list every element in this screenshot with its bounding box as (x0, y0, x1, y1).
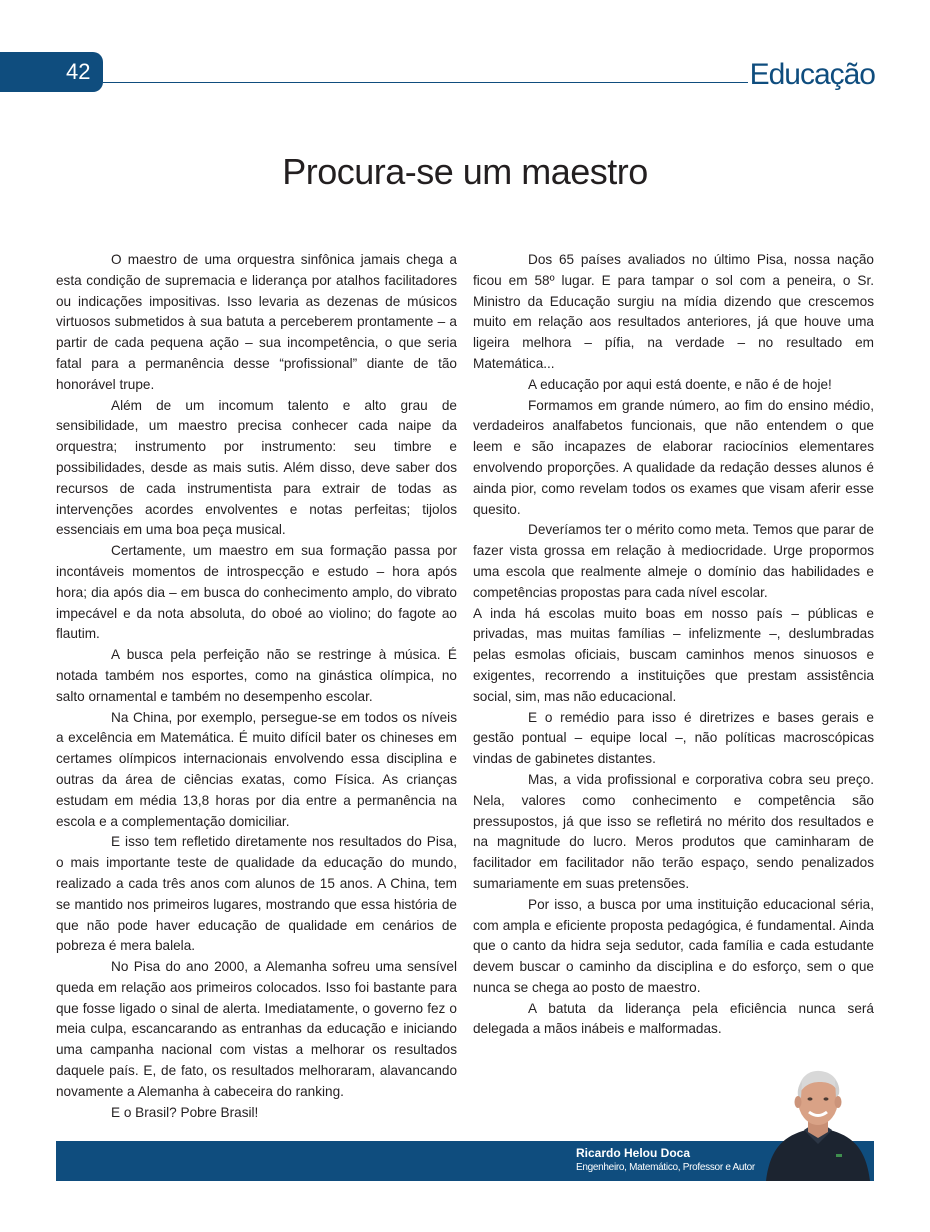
page-number: 42 (66, 59, 91, 84)
paragraph: Por isso, a busca por uma instituição educacional séria, com ampla e eficiente proposta pedagógica, é fundamental. Ainda que o canto da hidra seja sedutor, cada família e cada estudante devem buscar o caminho da disciplina e do esforço, sem o que nunca se chega ao posto de maestro. (473, 896, 874, 995)
paragraph: Deveríamos ter o mérito como meta. Temos que parar de fazer vista grossa em relação à mediocridade. Urge propormos uma escola que realmente almeje o domínio das habilidades e competências propostas para cada nível escolar. (473, 522, 874, 600)
header-rule (103, 82, 748, 83)
paragraph: Mas, a vida profissional e corporativa cobra seu preço. Nela, valores como conhecimento e competência são pressupostos, já que isso se refletirá no mérito dos resultados e na magnitude do lucro. Meros produtos que caminharam de facilitador em facilitador não terão espaço, sendo penalizados sumariamente em suas pretensões. (473, 771, 874, 891)
paragraph: A inda há escolas muito boas em nosso país – públicas e privadas, mas muitas famílias – infelizmente –, deslumbradas pelas esmolas oficiais, buscam caminhos menos sinuosos e exigentes, recorrendo a instituições que prestam assistência social, sim, mas não educacional. (473, 605, 874, 704)
paragraph: E o Brasil? Pobre Brasil! (111, 1104, 259, 1120)
paragraph: Dos 65 países avaliados no último Pisa, nossa nação ficou em 58º lugar. E para tampar o sol com a peneira, o Sr. Ministro da Educação surgiu na mídia dizendo que crescemos muito em relação aos resultados anteriores, já que houve uma ligeira melhora – pífia, na verdade – no resultado em Matemática... (473, 252, 874, 371)
paragraph: O maestro de uma orquestra sinfônica jamais chega a esta condição de supremacia e liderança por atalhos facilitadores ou indicações impositivas. Isso levaria as dezenas de músicos virtuosos submetidos à sua batuta a perceberem prontamente – a partir de cada pequena ação – sua incompetência, o que seria fatal para a permanência desse “profissional” diante de tão honorável trupe. (56, 252, 457, 392)
left-column (56, 250, 457, 1123)
paragraph: A busca pela perfeição não se restringe à música. É notada também nos esportes, como na ginástica olímpica, no salto ornamental e também no desempenho escolar. (56, 647, 457, 704)
paragraph: Certamente, um maestro em sua formação passa por incontáveis momentos de introspecção e estudo – hora após hora; dia após dia – em busca do conhecimento amplo, do vibrato impecável e da nota absoluta, do oboé ao violino; do fagote ao flautim. (56, 543, 457, 642)
paragraph: No Pisa do ano 2000, a Alemanha sofreu uma sensível queda em relação aos primeiros colocados. Isso foi bastante para que fosse ligado o sinal de alerta. Imediatamente, o governo fez o meia culpa, escancarando as entranhas da educação e iniciando uma campanha nacional com vistas a melhorar os resultados daquele país. E, de fato, os resultados melhoraram, alavancando novamente a Alemanha à cabeceira do ranking. (56, 959, 457, 1099)
section-title: Educação (749, 58, 875, 91)
paragraph: Na China, por exemplo, persegue-se em todos os níveis a excelência em Matemática. É muito difícil bater os chineses em certames olímpicos internacionais envolvendo essa disciplina e outras da área de ciências exatas, como Física. As crianças estudam em média 13,8 horas por dia entre a permanência na escola e a complementação domiciliar. (56, 709, 457, 829)
paragraph: A batuta da liderança pela eficiência nunca será delegada a mãos inábeis e malformadas. (473, 1000, 874, 1037)
paragraph: E isso tem refletido diretamente nos resultados do Pisa, o mais importante teste de qualidade da educação do mundo, realizado a cada três anos com alunos de 15 anos. A China, tem se mantido nos primeiros lugares, mostrando que essa história de que não pode haver educação de qualidade em cenários de pobreza é mera balela. (56, 834, 457, 954)
paragraph: Além de um incomum talento e alto grau de sensibilidade, um maestro precisa conhecer cada naipe da orquestra; instrumento por instrumento: seu timbre e possibilidades, desde as mais sutis. Além disso, deve saber dos recursos de cada instrumentista para extrair de todas as intervenções acordes envolventes e notas perfeitas; tijolos essenciais em uma boa peça musical. (56, 397, 457, 538)
author-portrait (762, 1062, 874, 1181)
paragraph: Formamos em grande número, ao fim do ensino médio, verdadeiros analfabetos funcionais, que não entendem o que leem e são incapazes de elaborar raciocínios elementares envolvendo proporções. A qualidade da redação desses alunos é ainda pior, como revelam todos os exames que visam aferir esse quesito. (473, 397, 874, 517)
paragraph: E o remédio para isso é diretrizes e bases gerais e gestão pontual – equipe local –, não políticas macroscópicas vindas de gabinetes distantes. (473, 709, 874, 767)
article-title: Procura-se um maestro (282, 151, 648, 192)
author-photo (762, 1062, 874, 1181)
author-role: Engenheiro, Matemático, Professor e Autor (576, 1162, 755, 1173)
author-name: Ricardo Helou Doca (576, 1146, 691, 1160)
right-column (473, 250, 874, 1040)
paragraph: A educação por aqui está doente, e não é de hoje! (528, 376, 832, 392)
